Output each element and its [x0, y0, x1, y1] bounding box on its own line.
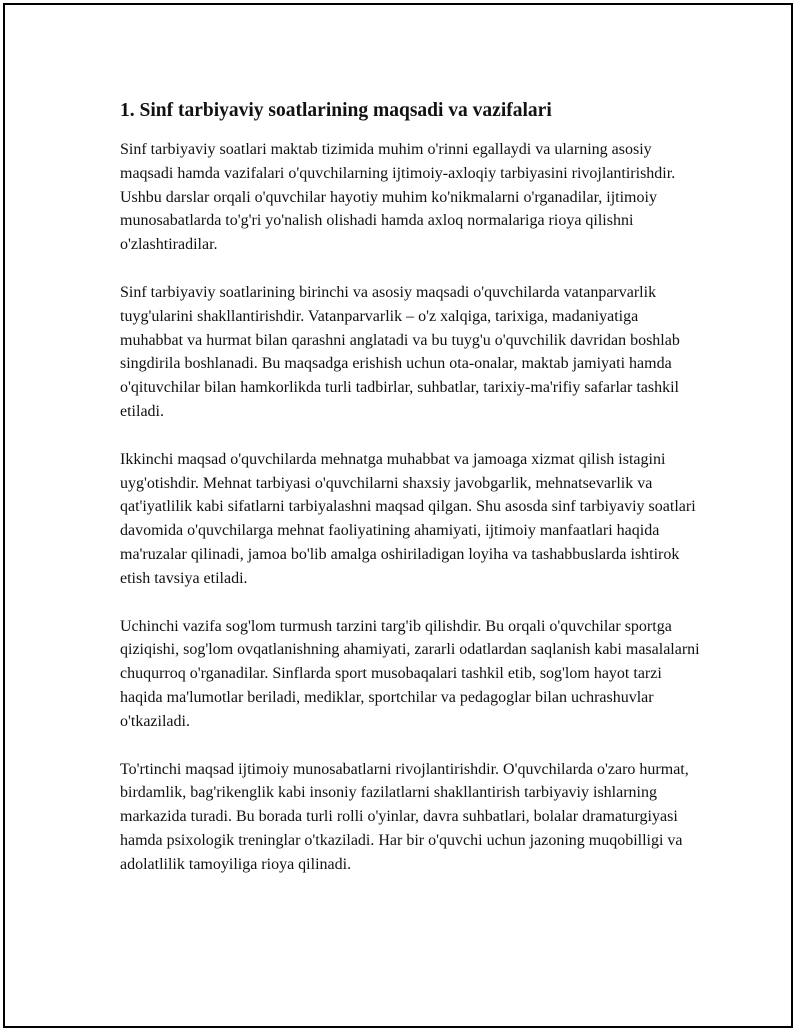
document-page — [3, 3, 793, 1028]
paragraph-5: To'rtinchi maqsad ijtimoiy munosabatlarni rivojlantirishdir. O'quvchilarda o'zaro hurmat, birdamlik, bag'rikenglik kabi insoniy fazilatlarni shakllantirish tarbiyaviy ishlarning markazida turadi. Bu borada turli rolli o'yinlar, davra suhbatlari, bolalar dramaturgiyasi hamda psixologik treninglar o'tkaziladi. Har bir o'quvchi uchun jazoning muqobilligi va adolatlilik tamoyiliga rioya qilinadi. — [120, 760, 689, 873]
paragraph-3: Ikkinchi maqsad o'quvchilarda mehnatga muhabbat va jamoaga xizmat qilish istagini uyg'otishdir. Mehnat tarbiyasi o'quvchilarni shaxsiy javobgarlik, mehnatsevarlik va qat'iyatlilik kabi sifatlarni tarbiyalashni maqsad qilgan. Shu asosda sinf tarbiyaviy soatlari davomida o'quvchilarga mehnat faoliyatining ahamiyati, ijtimoiy manfaatlari haqida ma'ruzalar qilinadi, jamoa bo'lib amalga oshiriladigan loyiha va tashabbuslarda ishtirok etish tavsiya etiladi. — [120, 450, 696, 587]
paragraph-4: Uchinchi vazifa sog'lom turmush tarzini targ'ib qilishdir. Bu orqali o'quvchilar sportga qiziqishi, sog'lom ovqatlanishning ahamiyati, zararli odatlardan saqlanish kabi masalalarni chuqurroq o'rganadilar. Sinflarda sport musobaqalari tashkil etib, sog'lom hayot tarzi haqida ma'lumotlar beriladi, mediklar, sportchilar va pedagoglar bilan uchrashuvlar o'tkaziladi. — [120, 617, 700, 730]
paragraph-1: Sinf tarbiyaviy soatlari maktab tizimida muhim o'rinni egallaydi va ularning asosiy maqsadi hamda vazifalari o'quvchilarning ijtimoiy-axloqiy tarbiyasini rivojlantirishdir. Ushbu darslar orqali o'quvchilar hayotiy muhim ko'nikmalarni o'rganadilar, ijtimoiy munosabatlarda to'g'ri yo'nalish olishadi hamda axloq normalariga rioya qilishni o'zlashtiradilar. — [120, 141, 676, 254]
section-heading: 1. Sinf tarbiyaviy soatlarining maqsadi va vazifalari — [120, 100, 552, 121]
document-body — [120, 98, 700, 901]
paragraph-2: Sinf tarbiyaviy soatlarining birinchi va asosiy maqsadi o'quvchilarda vatanparvarlik tuyg'ularini shakllantirishdir. Vatanparvarlik – o'z xalqiga, tarixiga, madaniyatiga muhabbat va hurmat bilan qarashni anglatadi va bu tuyg'u o'quvchilik davridan boshlab singdirila boshlanadi. Bu maqsadga erishish uchun ota-onalar, maktab jamiyati hamda o'qituvchilar bilan hamkorlikda turli tadbirlar, suhbatlar, tarixiy-ma'rifiy safarlar tashkil etiladi. — [120, 283, 680, 420]
